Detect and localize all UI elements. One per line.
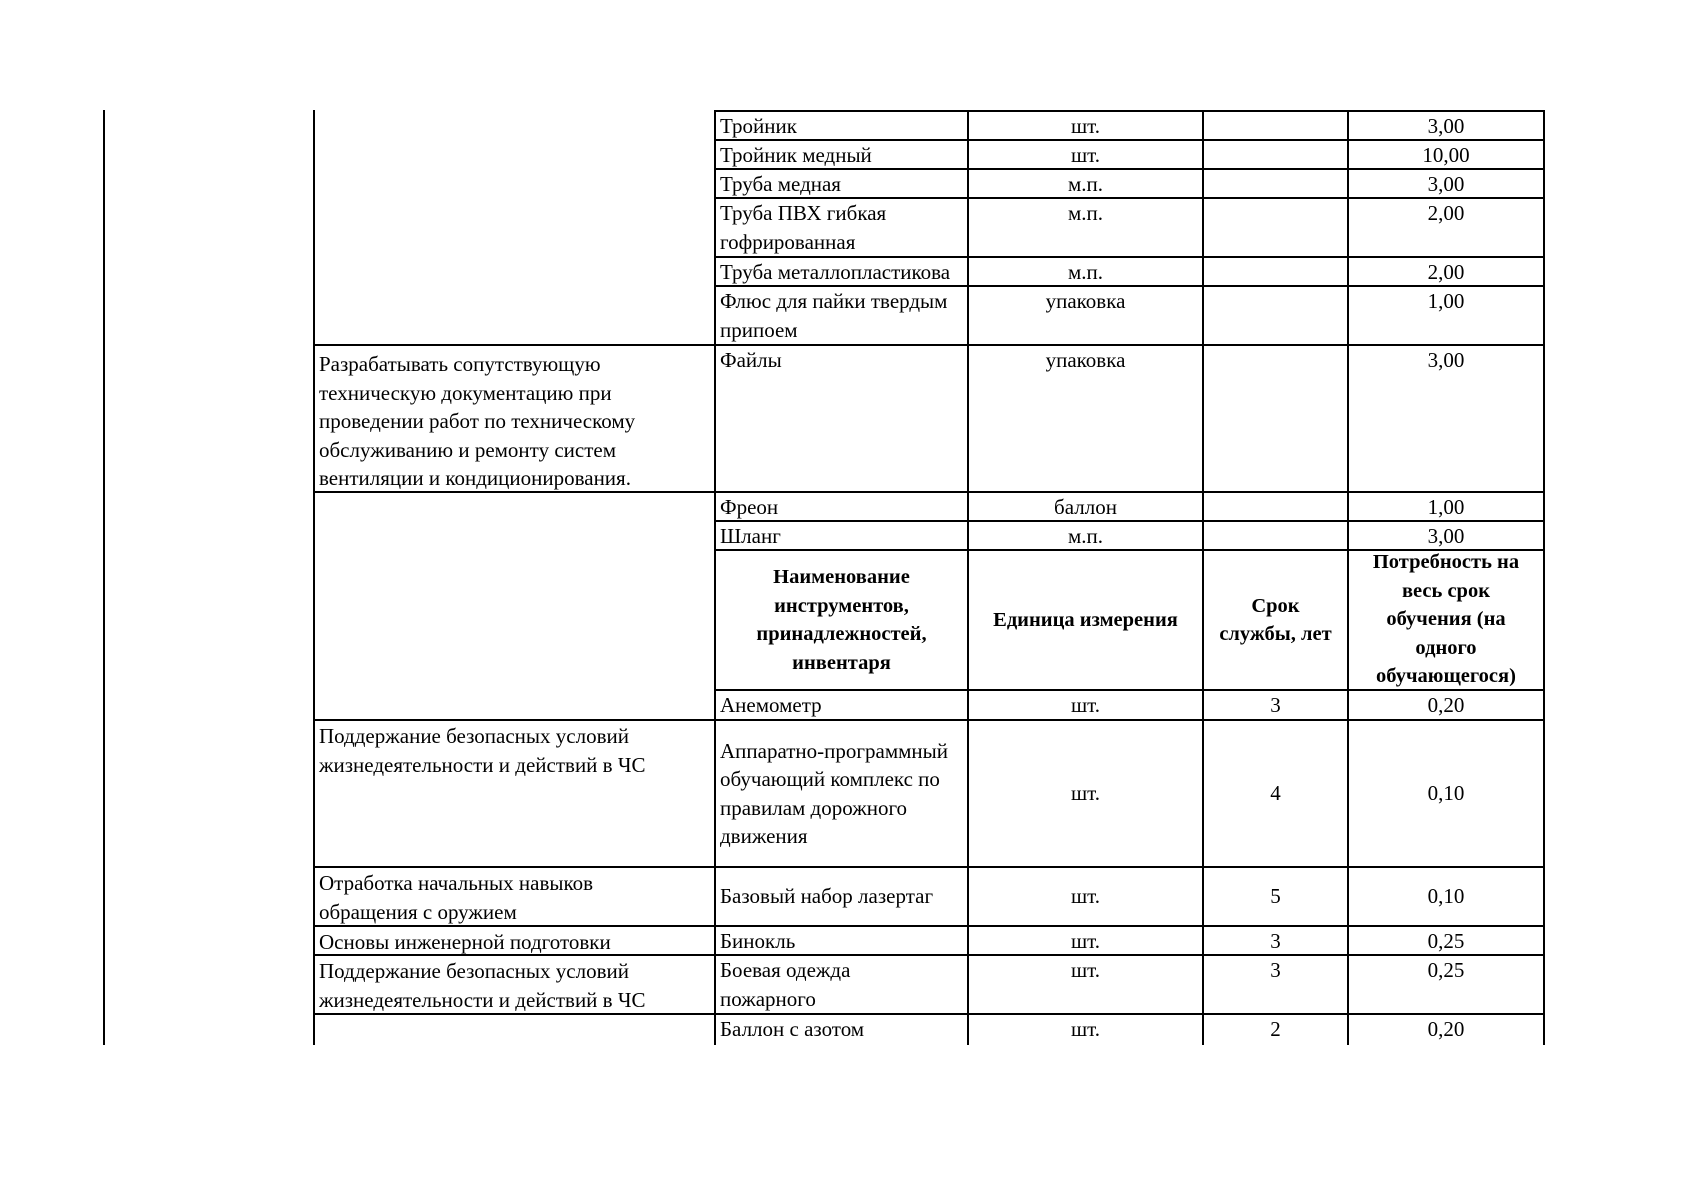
- table-cell-unit: м.п.: [1067, 201, 1104, 225]
- table-cell-need: 2,00: [1427, 201, 1465, 225]
- table-cell-name: Базовый набор лазертаг: [720, 884, 934, 909]
- column-header-name: Наименование инструментов, принадлежностей, инвентаря: [756, 566, 927, 674]
- table-cell-unit: упаковка: [1045, 348, 1126, 372]
- table-cell-name: Тройник медный: [720, 143, 872, 167]
- table-cell-name: Фреон: [720, 495, 779, 519]
- table-cell-term: 3: [1270, 693, 1281, 717]
- table-cell-need: 0,10: [1427, 884, 1465, 909]
- column-header-need: Потребность на весь срок обучения (на одного обучающегося): [1372, 551, 1520, 688]
- table-cell-unit: м.п.: [1067, 260, 1104, 284]
- table-cell-need: 0,20: [1427, 693, 1465, 717]
- table-cell-unit: баллон: [1054, 495, 1117, 519]
- section-cell: Основы инженерной подготовки: [319, 930, 611, 954]
- table-cell-name: Шланг: [720, 524, 781, 548]
- table-cell-unit: шт.: [1070, 929, 1101, 953]
- table-cell-term: [1204, 492, 1347, 520]
- section-cell: Разрабатывать сопутствующую техническую документацию при проведении работ по техническому обслуживанию и ремонту систем вентиляции и кондиционирования.: [319, 352, 636, 490]
- page-margin-line: [103, 110, 105, 1045]
- table-cell-need: 0,20: [1427, 1017, 1465, 1041]
- table-cell-term: [1204, 257, 1347, 285]
- table-cell-need: 1,00: [1427, 495, 1465, 519]
- table-cell-name: Боевая одежда пожарного: [720, 958, 851, 1011]
- table-cell-name: Труба медная: [720, 172, 841, 196]
- table-cell-unit: шт.: [1070, 143, 1101, 167]
- table-cell-need: 3,00: [1427, 524, 1465, 548]
- table-cell-need: 1,00: [1427, 289, 1465, 313]
- section-cell: Отработка начальных навыков обращения с оружием: [319, 871, 594, 924]
- table-cell-name: Файлы: [720, 348, 782, 372]
- table-cell-name: Труба металлопластикова: [720, 260, 951, 284]
- table-cell-unit: м.п.: [1067, 172, 1104, 196]
- table-cell-term: 5: [1270, 884, 1281, 909]
- table-cell-term: [1204, 286, 1347, 344]
- table-cell-name: Аппаратно-программный обучающий комплекс по правилам дорожного движения: [720, 738, 948, 848]
- table-cell-unit: шт.: [1070, 884, 1101, 909]
- table-cell-need: 10,00: [1422, 143, 1470, 167]
- section-cell: Поддержание безопасных условий жизнедеятельности и действий в ЧС: [319, 959, 646, 1012]
- table-cell-term: 3: [1270, 958, 1281, 982]
- table-cell-need: 3,00: [1427, 172, 1465, 196]
- table-cell-unit: шт.: [1070, 114, 1101, 138]
- table-cell-unit: шт.: [1070, 1017, 1101, 1041]
- table-cell-term: 2: [1270, 1017, 1281, 1041]
- table-cell-unit: упаковка: [1045, 289, 1126, 313]
- table-cell-term: [1204, 140, 1347, 168]
- table-cell-term: [1204, 111, 1347, 139]
- table-cell-need: 2,00: [1427, 260, 1465, 284]
- table-cell-name: Труба ПВХ гибкая гофрированная: [720, 201, 887, 254]
- table-cell-term: 3: [1270, 929, 1281, 953]
- table-cell-term: [1204, 198, 1347, 256]
- table-cell-name: Баллон с азотом: [720, 1017, 865, 1041]
- table-cell-name: Тройник: [720, 114, 797, 138]
- table-cell-unit: шт.: [1070, 693, 1101, 717]
- column-header-term: Срок службы, лет: [1219, 594, 1332, 645]
- table-cell-need: 3,00: [1427, 348, 1465, 372]
- table-cell-need: 3,00: [1427, 114, 1465, 138]
- table-cell-need: 0,25: [1427, 929, 1465, 953]
- table-cell-term: 4: [1270, 781, 1281, 806]
- grid-line: [1543, 110, 1545, 1045]
- table-cell-need: 0,25: [1427, 958, 1465, 982]
- table-cell-unit: м.п.: [1067, 524, 1104, 548]
- table-cell-name: Анемометр: [720, 693, 822, 717]
- table-cell-unit: шт.: [1070, 958, 1101, 982]
- table-cell-name: Флюс для пайки твердым припоем: [720, 289, 948, 342]
- table-cell-unit: шт.: [1070, 781, 1101, 806]
- table-cell-term: [1204, 345, 1347, 491]
- table-cell-term: [1204, 521, 1347, 549]
- column-header-unit: Единица измерения: [993, 608, 1178, 631]
- table-cell-term: [1204, 169, 1347, 197]
- table-cell-need: 0,10: [1427, 781, 1465, 806]
- table-cell-name: Бинокль: [720, 929, 796, 953]
- section-cell: Поддержание безопасных условий жизнедеятельности и действий в ЧС: [319, 724, 646, 777]
